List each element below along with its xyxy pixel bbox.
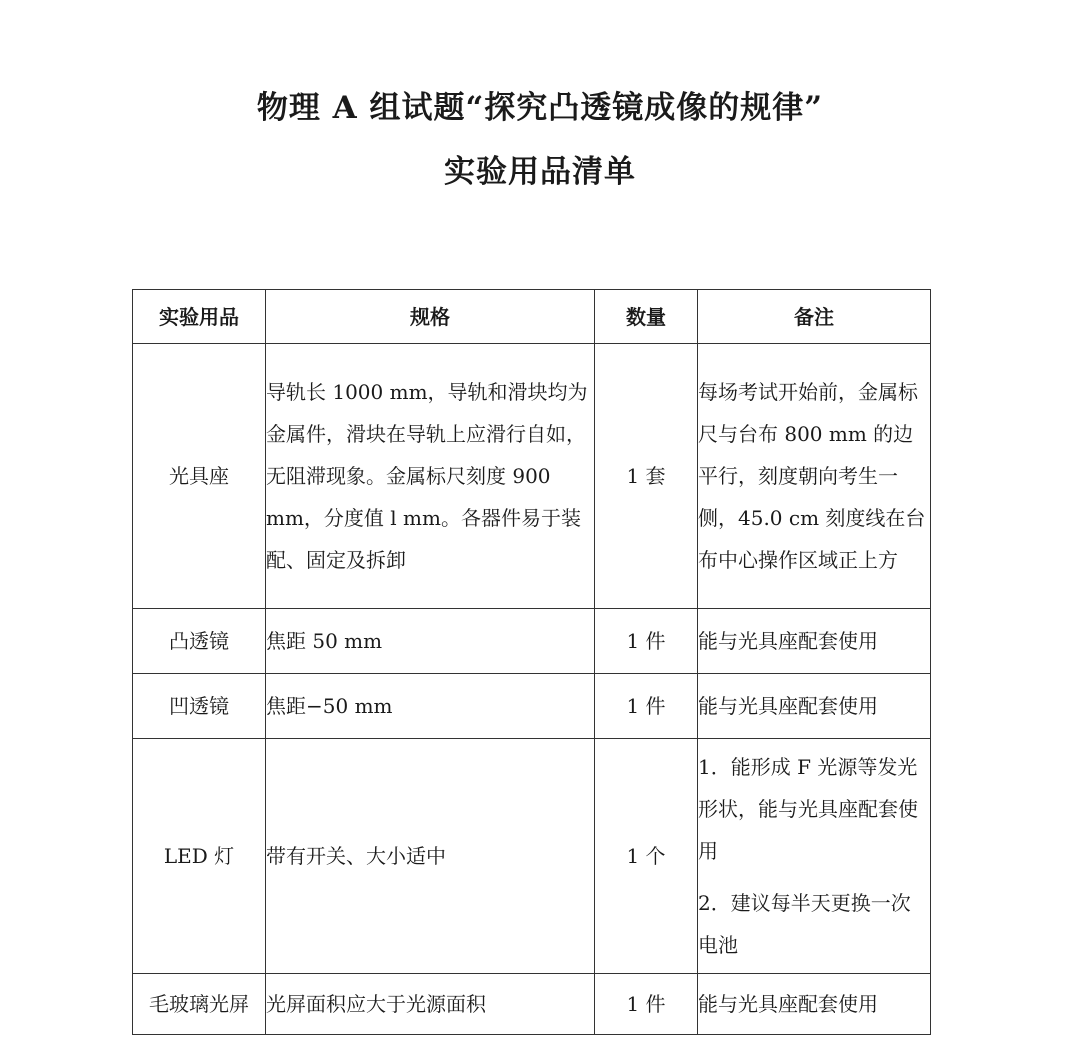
document-subtitle: 实验用品清单: [444, 154, 636, 190]
equipment-table: [132, 289, 931, 1035]
item-notes: [698, 974, 931, 1035]
item-quantity: 1 件: [595, 674, 698, 739]
item-quantity: 1 套: [595, 344, 698, 609]
table-row: [133, 739, 931, 974]
table-row: [133, 974, 931, 1035]
header-notes: 备注: [698, 290, 931, 344]
item-name: 凹透镜: [133, 674, 266, 739]
item-quantity: 1 件: [595, 609, 698, 674]
item-spec: 光屏面积应大于光源面积: [266, 974, 595, 1035]
item-name: LED 灯: [133, 739, 266, 974]
table-row: [133, 674, 931, 739]
table-row: [133, 344, 931, 609]
note-text: 每场考试开始前，金属标尺与台布 800 mm 的边平行，刻度朝向考生一侧，45.0 cm 刻度线在台布中心操作区域正上方: [698, 380, 926, 572]
item-spec: 导轨长 1000 mm，导轨和滑块均为金属件，滑块在导轨上应滑行自如，无阻滞现象。金属标尺刻度 900 mm，分度值 l mm。各器件易于装配、固定及拆卸: [266, 344, 595, 609]
item-notes: [698, 609, 931, 674]
table-header-row: [133, 290, 931, 344]
item-name: 毛玻璃光屏: [133, 974, 266, 1035]
document-title: 物理 A 组试题“探究凸透镜成像的规律”: [256, 90, 824, 126]
item-name: 光具座: [133, 344, 266, 609]
note-text: 2．建议每半天更换一次电池: [698, 891, 911, 957]
item-spec: 带有开关、大小适中: [266, 739, 595, 974]
item-notes: [698, 739, 931, 974]
item-quantity: 1 件: [595, 974, 698, 1035]
note-text: 1．能形成 F 光源等发光形状，能与光具座配套使用: [698, 755, 918, 863]
item-name: 凸透镜: [133, 609, 266, 674]
note-text: 能与光具座配套使用: [698, 629, 878, 653]
item-notes: [698, 674, 931, 739]
note-text: 能与光具座配套使用: [698, 694, 878, 718]
header-quantity: 数量: [595, 290, 698, 344]
header-item: 实验用品: [133, 290, 266, 344]
item-spec: 焦距 50 mm: [266, 609, 595, 674]
item-quantity: 1 个: [595, 739, 698, 974]
note-text: 能与光具座配套使用: [698, 992, 878, 1016]
header-spec: 规格: [266, 290, 595, 344]
item-spec: 焦距−50 mm: [266, 674, 595, 739]
table-row: [133, 609, 931, 674]
item-notes: [698, 344, 931, 609]
